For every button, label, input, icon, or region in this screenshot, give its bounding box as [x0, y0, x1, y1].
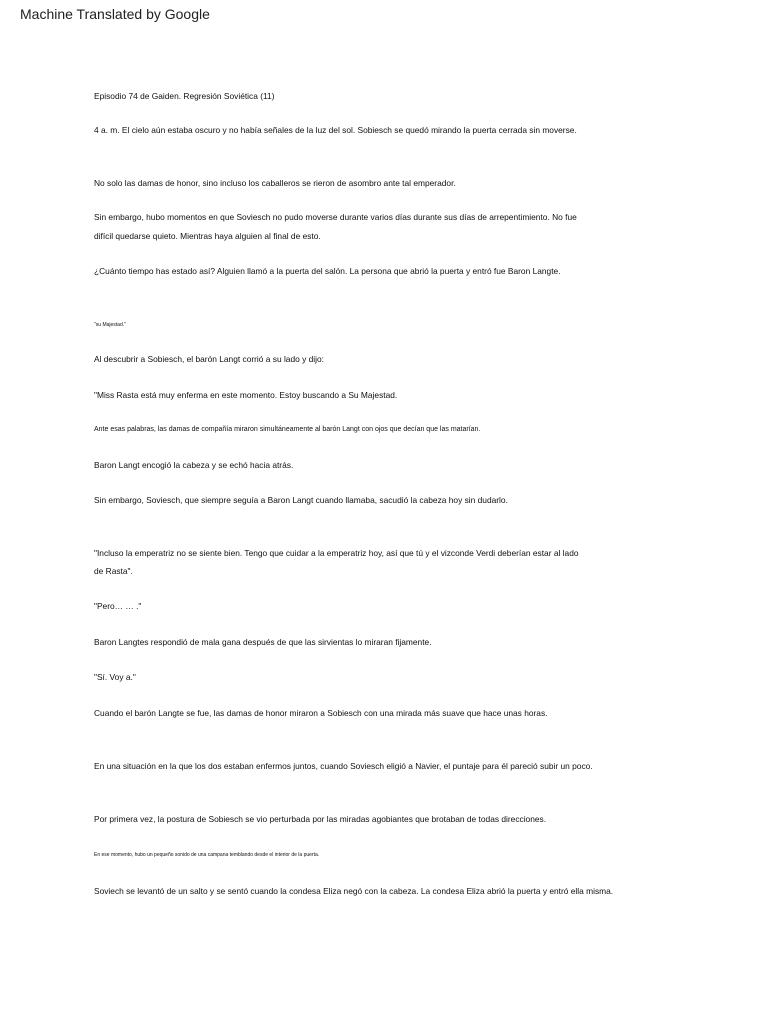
paragraph: Sin embargo, hubo momentos en que Soviesch no pudo moverse durante varios días durante sus días de arrepentimiento. No fue [94, 212, 577, 222]
paragraph: Sin embargo, Soviesch, que siempre seguía a Baron Langt cuando llamaba, sacudió la cabeza hoy sin dudarlo. [94, 495, 508, 505]
paragraph: Soviech se levantó de un salto y se sentó cuando la condesa Eliza negó con la cabeza. La condesa Eliza abrió la puerta y entró ella misma. [94, 886, 614, 896]
paragraph: Ante esas palabras, las damas de compañía miraron simultáneamente al barón Langt con ojos que decían que las matarían. [94, 426, 481, 433]
paragraph: Baron Langtes respondió de mala gana después de que las sirvientas lo miraran fijamente. [94, 637, 432, 647]
paragraph: de Rasta". [94, 566, 133, 576]
paragraph: ¿Cuánto tiempo has estado así? Alguien llamó a la puerta del salón. La persona que abrió la puerta y entró fue Baron Langte. [94, 266, 561, 276]
paragraph: "Pero… … ." [94, 601, 142, 611]
paragraph: En una situación en la que los dos estaban enfermos juntos, cuando Soviesch eligió a Navier, el puntaje para él pareció subir un poco. [94, 761, 593, 771]
paragraph: 4 a. m. El cielo aún estaba oscuro y no había señales de la luz del sol. Sobiesch se quedó mirando la puerta cerrada sin moverse. [94, 125, 577, 135]
paragraph: "Sí. Voy a." [94, 672, 136, 682]
paragraph: Cuando el barón Langte se fue, las damas de honor miraron a Sobiesch con una mirada más suave que hace unas horas. [94, 708, 548, 718]
paragraph: "su Majestad." [94, 322, 126, 328]
paragraph: "Incluso la emperatriz no se siente bien. Tengo que cuidar a la emperatriz hoy, así que tú y el vizconde Verdi deberían estar al lado [94, 548, 579, 558]
episode-title: Episodio 74 de Gaiden. Regresión Soviética (11) [94, 91, 275, 101]
paragraph: "Miss Rasta está muy enferma en este momento. Estoy buscando a Su Majestad. [94, 390, 398, 400]
paragraph: Al descubrir a Sobiesch, el barón Langt corrió a su lado y dijo: [94, 354, 324, 364]
page-header-title: Machine Translated by Google [20, 6, 210, 22]
paragraph: Baron Langt encogió la cabeza y se echó hacia atrás. [94, 460, 294, 470]
paragraph: En ese momento, hubo un pequeño sonido de una campana temblando desde el interior de la puerta. [94, 852, 320, 858]
paragraph: No solo las damas de honor, sino incluso los caballeros se rieron de asombro ante tal emperador. [94, 178, 456, 188]
paragraph: difícil quedarse quieto. Mientras haya alguien al final de esto. [94, 231, 321, 241]
paragraph: Por primera vez, la postura de Sobiesch se vio perturbada por las miradas agobiantes que brotaban de todas direcciones. [94, 814, 547, 824]
